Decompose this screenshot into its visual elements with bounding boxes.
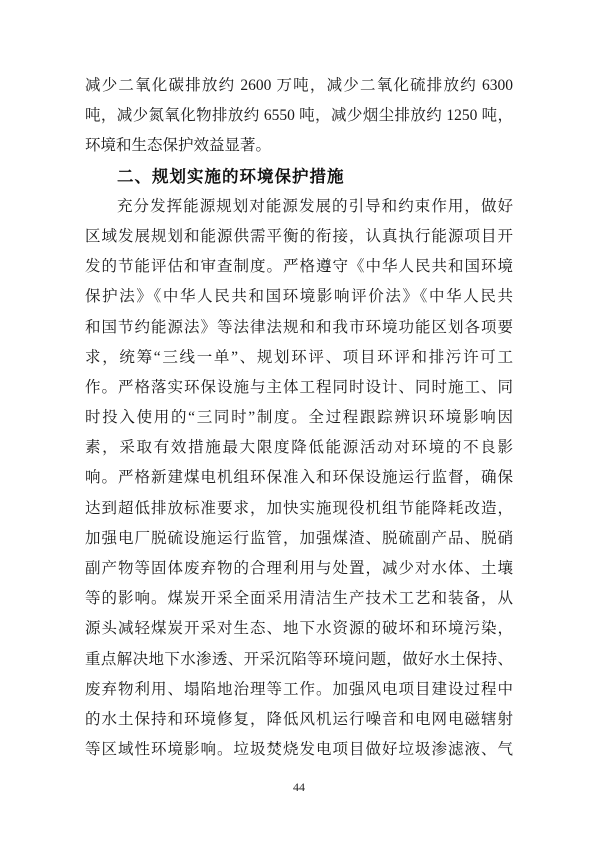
text-line: 加强电厂脱硫设施运行监管，加强煤渣、脱硫副产品、脱硝 [85,529,513,547]
section-heading: 二、规划实施的环境保护措施 [117,167,345,186]
text-line: 的水土保持和环境修复，降低风机运行噪音和电网电磁辖射 [85,710,513,728]
text-line: 区域发展规划和能源供需平衡的衔接，认真执行能源项目开 [85,227,513,245]
text-line: 副产物等固体废弃物的合理利用与处置，减少对水体、土壤 [85,560,513,577]
text-line: 响。严格新建煤电机组环保准入和环保设施运行监督，确保 [85,469,513,487]
text-line: 和国节约能源法》等法律法规和和我市环境功能区划各项要 [85,318,513,336]
text-line: 源头减轻煤炭开采对生态、地下水资源的破坏和环境污染， [85,620,513,638]
text-line: 等的影响。煤炭开采全面采用清洁生产技术工艺和装备，从 [85,590,513,608]
text-line: 减少二氧化碳排放约 2600 万吨，减少二氧化硫排放约 6300 [85,77,513,94]
text-line: 重点解决地下水渗透、开采沉陷等环境问题，做好水土保持、 [85,650,513,668]
text-line: 废弃物利用、塌陷地治理等工作。加强风电项目建设过程中 [85,680,513,698]
text-line: 达到超低排放标准要求，加快实施现役机组节能降耗改造， [85,499,513,517]
text-line: 求，统筹“三线一单”、规划环评、项目环评和排污许可工 [85,348,513,366]
text-line: 等区域性环境影响。垃圾焚烧发电项目做好垃圾渗滤液、气 [85,741,513,759]
text-line: 吨，减少氮氧化物排放约 6550 吨，减少烟尘排放约 1250 吨， [85,107,513,125]
text-line: 充分发挥能源规划对能源发展的引导和约束作用，做好 [117,197,513,215]
text-line: 发的节能评估和审查制度。严格遵守《中华人民共和国环境 [85,258,513,276]
text-line: 素，采取有效措施最大限度降低能源活动对环境的不良影 [85,439,513,457]
text-line: 作。严格落实环保设施与主体工程同时设计、同时施工、同 [85,378,513,396]
text-line: 保护法》《中华人民共和国环境影响评价法》《中华人民共 [85,288,513,306]
text-line: 时投入使用的“三同时”制度。全过程跟踪辨识环境影响因 [85,409,513,427]
page-number: 44 [293,780,305,794]
page-body-text [85,71,513,765]
text-line: 环境和生态保护效益显著。 [85,137,272,155]
